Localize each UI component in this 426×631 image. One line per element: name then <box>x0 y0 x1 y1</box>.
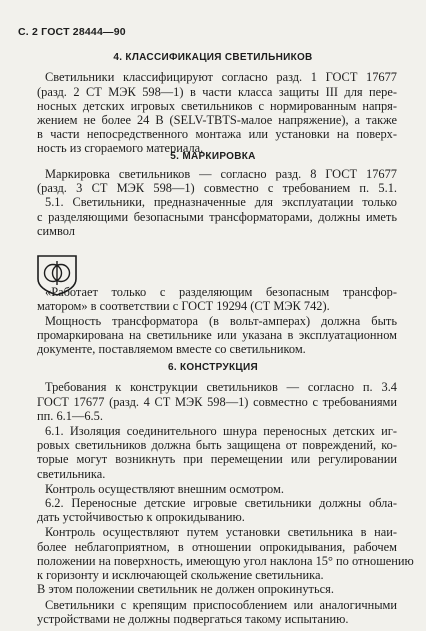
section-heading-construction: 6. КОНСТРУКЦИЯ <box>167 362 259 374</box>
text-line: Маркировка светильников — согласно разд. 8 ГОСТ 17677 <box>45 167 397 182</box>
text-line: Контроль осуществляют внешним осмотром. <box>45 481 284 496</box>
text-line: документе, поставляемом вместе со светильником. <box>37 342 306 357</box>
text-line: торые могут возникнуть при перемещении или регулировании <box>37 452 397 467</box>
text-line: «Работает только с разделяющим безопасным трансфор- <box>45 284 397 299</box>
text-line: положении на поверхность, имеющую угол наклона 15° по отношению <box>37 553 414 568</box>
section-heading-marking: 5. МАРКИРОВКА <box>170 150 256 162</box>
text-line: к горизонту и исключающей скольжение светильника. <box>37 568 324 583</box>
text-line: более неблагоприятном, в отношении опрокидывания, рабочем <box>37 539 397 554</box>
page-header: С. 2 ГОСТ 28444—90 <box>18 26 126 38</box>
text-line: ность из сгораемого материала. <box>37 141 204 156</box>
text-line: жением не более 24 В (SELV-TBTS-малое напряжение), а также <box>37 113 397 127</box>
text-line: 6.2. Переносные детские игровые светильники должны обла- <box>45 496 397 511</box>
section-heading-classification: 4. КЛАССИФИКАЦИЯ СВЕТИЛЬНИКОВ <box>113 52 313 64</box>
text-line: В этом положении светильник не должен опрокинуться. <box>37 582 334 597</box>
text-line: Требования к конструкции светильников — согласно п. 3.4 <box>45 380 397 395</box>
text-line: Контроль осуществляют путем установки светильника в наи- <box>45 525 397 540</box>
text-line: 6.1. Изоляция соединительного шнура переносных детских иг- <box>45 423 397 438</box>
text-line: 5.1. Светильники, предназначенные для эксплуатации только <box>45 195 397 210</box>
text-line: Светильники классифицируют согласно разд. 1 ГОСТ 17677 <box>45 70 397 85</box>
text-line: символ <box>37 223 75 238</box>
text-line: Светильники с крепящим приспособлением или аналогичными <box>45 597 397 612</box>
text-line: с разделяющими безопасными трансформаторами, должны иметь <box>37 209 397 224</box>
text-line: носных детских игровых светильников с нормированным напря- <box>37 98 397 113</box>
text-line: светильника. <box>37 466 106 481</box>
text-line: устройствами не должны подвергаться такому испытанию. <box>37 611 349 626</box>
text-line: пп. 6.1—6.5. <box>37 408 103 423</box>
text-line: ГОСТ 17677 (разд. 4 СТ МЭК 598—1) совместно с требованиями <box>37 394 397 409</box>
text-line: промаркирована на светильнике или указана в эксплуатационном <box>37 328 397 343</box>
text-line: ровых светильников должна быть защищена от повреждений, ко- <box>37 438 397 453</box>
text-line: (разд. 3 СТ МЭК 598—1) совместно с требованием п. 5.1. <box>37 181 397 196</box>
text-line: Мощность трансформатора (в вольт-амперах) должна быть <box>45 314 397 328</box>
text-line: матором» в соответствии с ГОСТ 19294 (СТ МЭК 742). <box>37 298 330 313</box>
text-line: (разд. 2 СТ МЭК 598—1) в части класса защиты III для пере- <box>37 84 397 99</box>
text-line: в части непосредственного монтажа или установки на поверх- <box>37 127 397 142</box>
text-line: дать устойчивостью к опрокидыванию. <box>37 510 245 525</box>
